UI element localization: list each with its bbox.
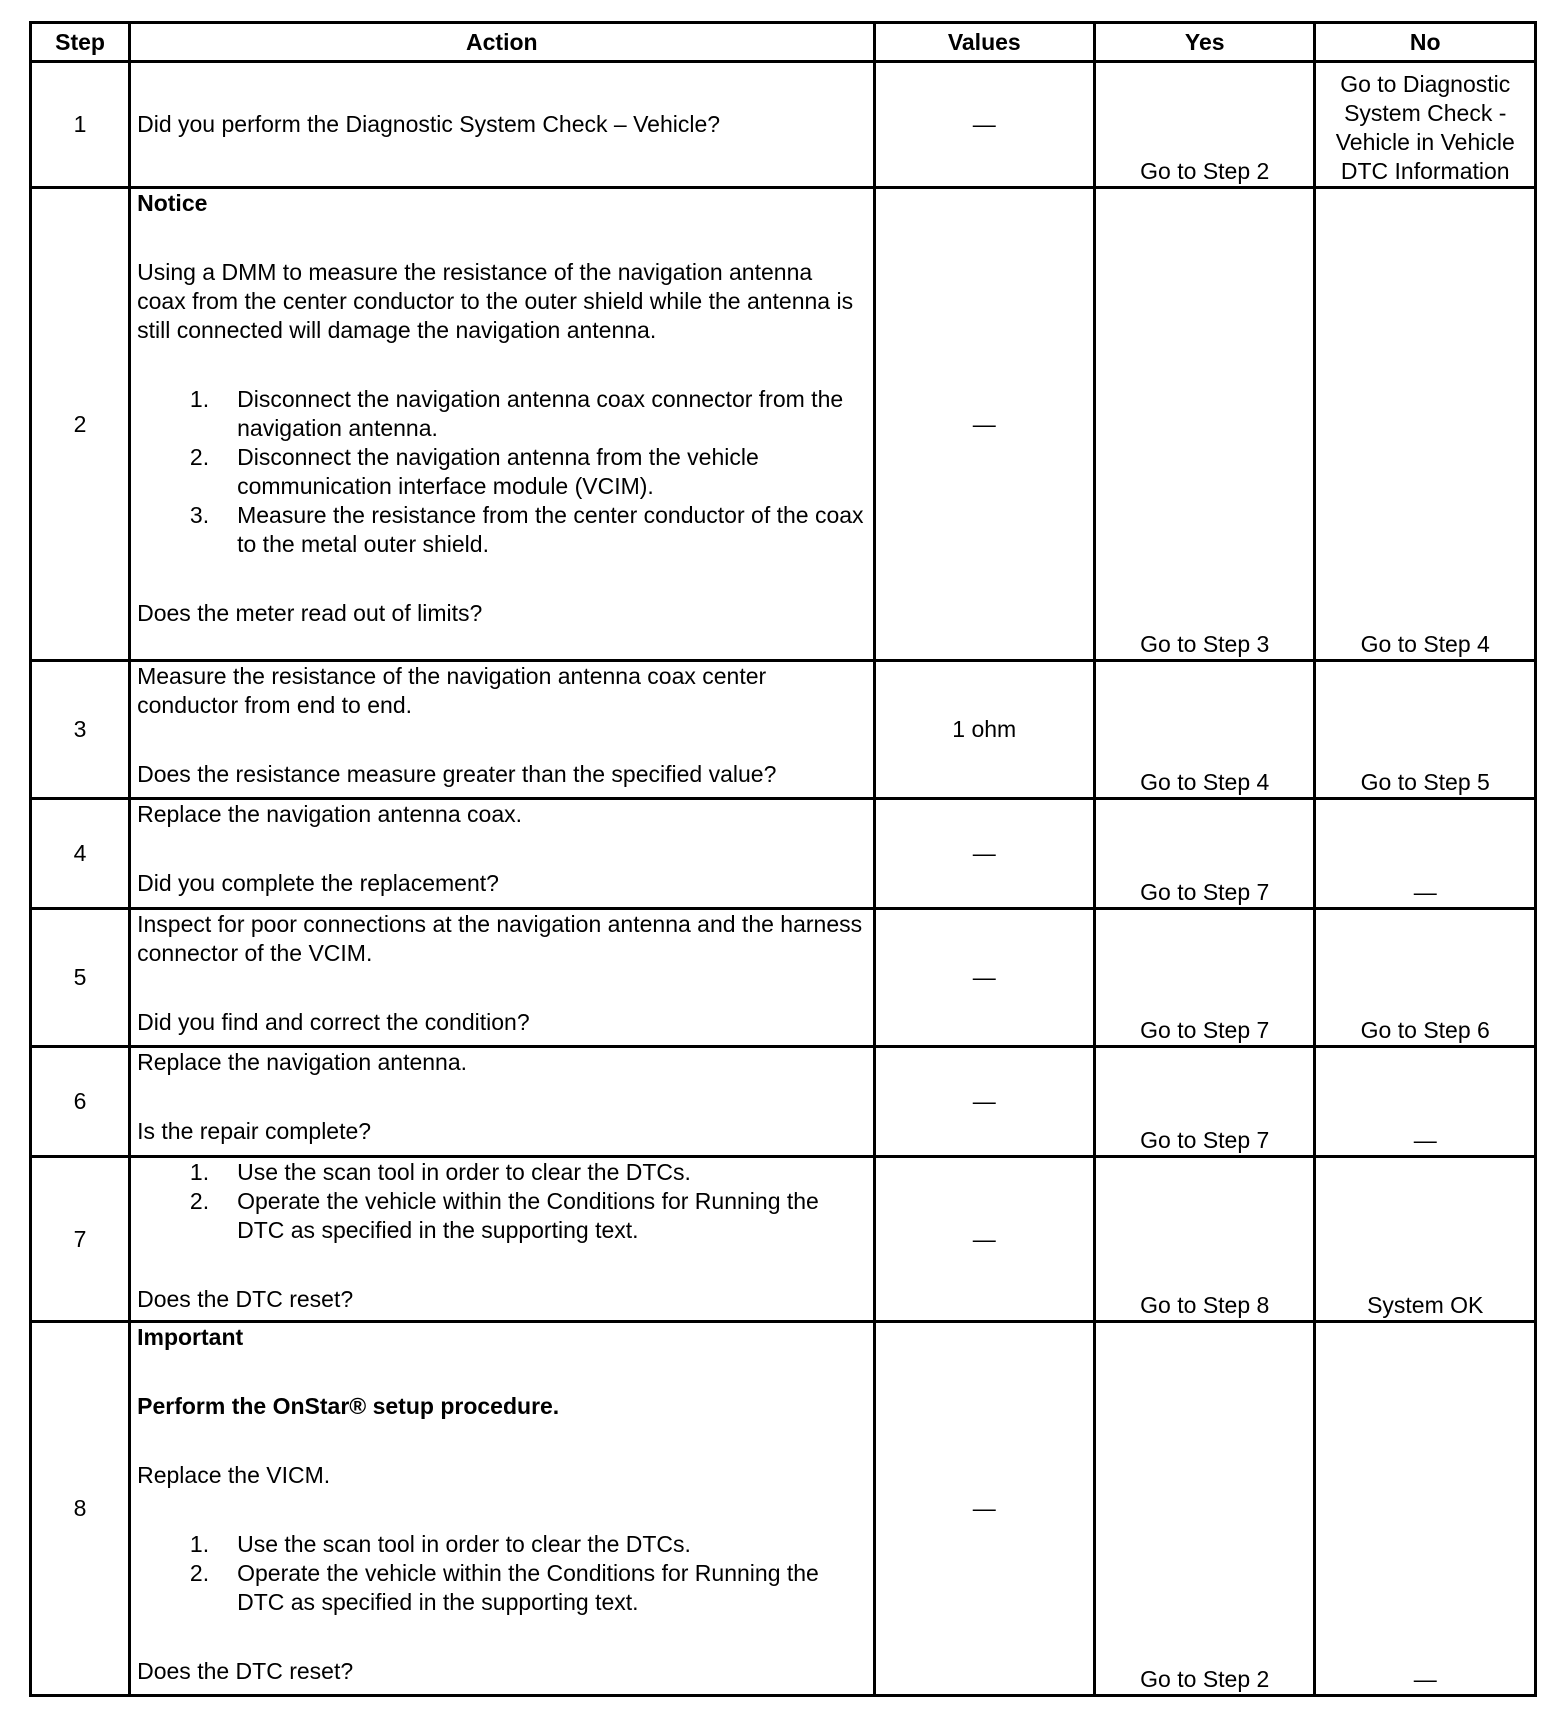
- action-cell: [130, 909, 874, 1047]
- header-action: Action: [130, 23, 874, 62]
- list-item: [137, 1530, 866, 1559]
- list-number: 1.: [189, 386, 210, 412]
- list-item: [137, 443, 866, 501]
- values-cell: —: [874, 188, 1094, 661]
- list-text: Operate the vehicle within the Conditions for Running the DTC as specified in the supporting text.: [237, 1188, 819, 1243]
- table-row: [31, 1322, 1536, 1696]
- list-item: [137, 501, 866, 559]
- list-text: Disconnect the navigation antenna from the vehicle communication interface module (VCIM).: [237, 444, 759, 499]
- list-number: 1.: [189, 1159, 210, 1185]
- notice-title: Notice: [137, 190, 208, 216]
- action-cell: [130, 1047, 874, 1157]
- yes-cell: Go to Step 3: [1095, 188, 1315, 661]
- no-cell: —: [1315, 1047, 1536, 1157]
- list-item: [137, 1158, 866, 1187]
- list-number: 2.: [189, 1560, 210, 1586]
- action-question: Does the meter read out of limits?: [137, 600, 483, 626]
- values-cell: —: [874, 1047, 1094, 1157]
- yes-cell: Go to Step 8: [1095, 1157, 1315, 1322]
- list-item: [137, 1559, 866, 1617]
- no-cell: Go to Step 5: [1315, 661, 1536, 799]
- values-cell: —: [874, 909, 1094, 1047]
- no-cell: —: [1315, 799, 1536, 909]
- no-cell: —: [1315, 1322, 1536, 1696]
- values-cell: —: [874, 62, 1094, 188]
- action-question: Did you find and correct the condition?: [137, 1009, 530, 1035]
- action-question: Does the resistance measure greater than the specified value?: [137, 761, 777, 787]
- step-number: 2: [31, 188, 130, 661]
- step-number: 3: [31, 661, 130, 799]
- action-cell: [130, 1322, 874, 1696]
- action-question: Does the DTC reset?: [137, 1286, 354, 1312]
- table-row: [31, 1157, 1536, 1322]
- list-item: [137, 385, 866, 443]
- action-question: Did you perform the Diagnostic System Check – Vehicle?: [137, 111, 721, 137]
- action-question: Does the DTC reset?: [137, 1658, 354, 1684]
- step-list: [137, 385, 866, 559]
- action-question: Did you complete the replacement?: [137, 870, 499, 896]
- list-text: Operate the vehicle within the Conditions for Running the DTC as specified in the supporting text.: [237, 1560, 819, 1615]
- important-title: Important: [137, 1324, 244, 1350]
- action-instruction: Replace the VICM.: [137, 1462, 331, 1488]
- action-instruction: Inspect for poor connections at the navigation antenna and the harness connector of the VCIM.: [137, 911, 863, 966]
- step-number: 4: [31, 799, 130, 909]
- yes-cell: Go to Step 7: [1095, 909, 1315, 1047]
- header-values: Values: [874, 23, 1094, 62]
- step-list: [137, 1530, 866, 1617]
- action-instruction: Replace the navigation antenna coax.: [137, 801, 522, 827]
- values-cell: —: [874, 1322, 1094, 1696]
- yes-cell: Go to Step 7: [1095, 1047, 1315, 1157]
- list-item: [137, 1187, 866, 1245]
- values-cell: —: [874, 799, 1094, 909]
- no-cell: Go to Step 6: [1315, 909, 1536, 1047]
- action-cell: [130, 1157, 874, 1322]
- list-number: 3.: [189, 502, 210, 528]
- table-row: [31, 799, 1536, 909]
- important-text: Perform the OnStar® setup procedure.: [137, 1393, 560, 1419]
- table-row: [31, 1047, 1536, 1157]
- header-yes: Yes: [1095, 23, 1315, 62]
- values-cell: 1 ohm: [874, 661, 1094, 799]
- no-cell: Go to Step 4: [1315, 188, 1536, 661]
- table-row: [31, 188, 1536, 661]
- action-cell: [130, 799, 874, 909]
- step-number: 1: [31, 62, 130, 188]
- header-row: [31, 23, 1536, 62]
- diagnostic-table: [29, 21, 1537, 1697]
- action-instruction: Replace the navigation antenna.: [137, 1049, 468, 1075]
- values-cell: —: [874, 1157, 1094, 1322]
- action-cell: [130, 62, 874, 188]
- action-cell: [130, 188, 874, 661]
- no-cell: Go to Diagnostic System Check - Vehicle in Vehicle DTC Information: [1315, 62, 1536, 188]
- step-number: 5: [31, 909, 130, 1047]
- list-text: Disconnect the navigation antenna coax connector from the navigation antenna.: [237, 386, 844, 441]
- list-number: 2.: [189, 1188, 210, 1214]
- notice-text: Using a DMM to measure the resistance of the navigation antenna coax from the center conductor to the outer shield while the antenna is still connected will damage the navigation antenna.: [137, 259, 854, 343]
- step-list: [137, 1158, 866, 1245]
- list-text: Measure the resistance from the center conductor of the coax to the metal outer shield.: [237, 502, 864, 557]
- action-question: Is the repair complete?: [137, 1118, 372, 1144]
- header-no: No: [1315, 23, 1536, 62]
- list-number: 2.: [189, 444, 210, 470]
- action-instruction: Measure the resistance of the navigation antenna coax center conductor from end to end.: [137, 663, 767, 718]
- list-text: Use the scan tool in order to clear the DTCs.: [237, 1159, 691, 1185]
- step-number: 8: [31, 1322, 130, 1696]
- header-step: Step: [31, 23, 130, 62]
- table-row: [31, 62, 1536, 188]
- step-number: 6: [31, 1047, 130, 1157]
- table-row: [31, 909, 1536, 1047]
- list-number: 1.: [189, 1531, 210, 1557]
- yes-cell: Go to Step 4: [1095, 661, 1315, 799]
- yes-cell: Go to Step 2: [1095, 1322, 1315, 1696]
- no-cell: System OK: [1315, 1157, 1536, 1322]
- list-text: Use the scan tool in order to clear the DTCs.: [237, 1531, 691, 1557]
- step-number: 7: [31, 1157, 130, 1322]
- yes-cell: Go to Step 2: [1095, 62, 1315, 188]
- action-cell: [130, 661, 874, 799]
- yes-cell: Go to Step 7: [1095, 799, 1315, 909]
- table-row: [31, 661, 1536, 799]
